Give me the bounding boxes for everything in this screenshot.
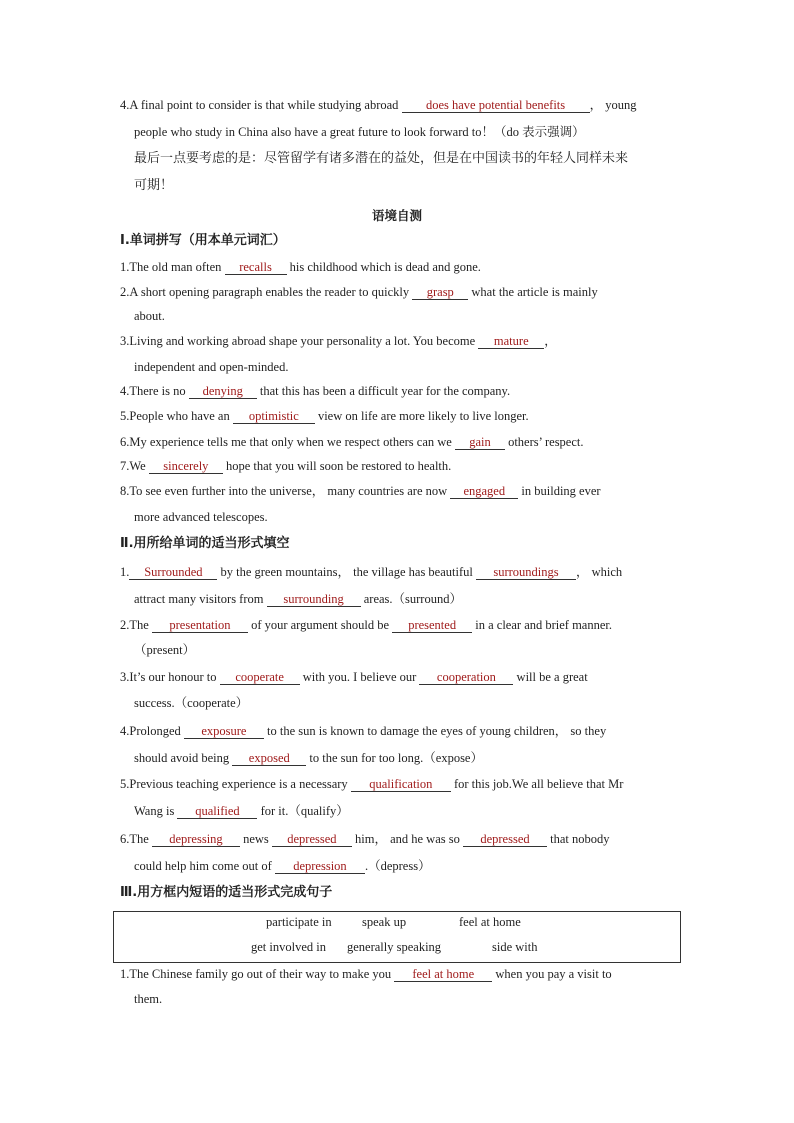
s1-item-6: 6.My experience tells me that only when we respect others can we gain others’ respect. <box>120 435 584 449</box>
phrase: get involved in <box>251 940 326 954</box>
phrase: participate in <box>266 915 332 929</box>
phrase-box <box>113 911 681 963</box>
answer-blank: engaged <box>450 485 518 499</box>
answer-blank: surrounding <box>267 593 361 607</box>
answer-blank: exposed <box>232 752 306 766</box>
s1-item-7: 7.We sincerely hope that you will soon be restored to health. <box>120 459 452 473</box>
answer-blank: qualification <box>351 778 451 792</box>
q4-line-1 <box>120 97 636 113</box>
phrase: speak up <box>362 915 407 929</box>
section-title: 语境自测 <box>371 208 422 223</box>
phrase: side with <box>492 940 538 954</box>
s2-item-2: 2.The presentation of your argument should be presented in a clear and brief manner. <box>120 618 613 632</box>
section-2-heading: Ⅱ.用所给单词的适当形式填空 <box>120 536 290 551</box>
answer-blank: sincerely <box>149 460 223 474</box>
s1-item-4: 4.There is no denying that this has been a difficult year for the company. <box>120 384 511 398</box>
s2-item-4: 4.Prolonged exposure to the sun is known to damage the eyes of young children， so they <box>120 724 607 738</box>
s1-item-2-cont: about. <box>134 309 165 323</box>
answer-blank: qualified <box>177 805 257 819</box>
answer-blank: depressed <box>463 833 547 847</box>
answer-blank: surroundings <box>476 566 576 580</box>
s3-item-1: 1.The Chinese family go out of their way to make you feel at home when you pay a visit to <box>120 967 612 981</box>
answer-blank: Surrounded <box>129 566 217 580</box>
section-1-heading: Ⅰ.单词拼写（用本单元词汇） <box>120 233 286 248</box>
answer-blank: depression <box>275 860 365 874</box>
s2-item-4-cont: should avoid being exposed to the sun for too long.（expose） <box>134 751 483 765</box>
s2-item-6-cont: could help him come out of depression .（depress） <box>134 859 431 873</box>
s1-item-1: 1.The old man often recalls his childhood which is dead and gone. <box>120 260 481 274</box>
answer-blank: feel at home <box>394 968 492 982</box>
s2-item-5-cont: Wang is qualified for it.（qualify） <box>134 804 349 818</box>
answer-blank: denying <box>189 385 257 399</box>
s2-item-1: 1. Surrounded by the green mountains， the village has beautiful surroundings ， which <box>120 565 623 579</box>
s2-item-2-cont: （present） <box>134 643 196 657</box>
answer-blank: depressed <box>272 833 352 847</box>
s1-item-3: 3.Living and working abroad shape your personality a lot. You become mature ， <box>120 334 557 348</box>
answer-blank: grasp <box>412 286 468 300</box>
phrase: feel at home <box>459 915 521 929</box>
s1-item-8: 8.To see even further into the universe， many countries are now engaged in building ever <box>120 484 601 498</box>
q4-line-3: 最后一点要考虑的是：尽管留学有诸多潜在的益处，但是在中国读书的年轻人同样未来 <box>134 151 629 166</box>
s1-item-5: 5.People who have an optimistic view on life are more likely to live longer. <box>120 409 529 423</box>
answer-blank: presented <box>392 619 472 633</box>
section-3-heading: Ⅲ.用方框内短语的适当形式完成句子 <box>120 885 333 900</box>
answer-blank: gain <box>455 436 505 450</box>
answer-blank: cooperate <box>220 671 300 685</box>
answer-blank: recalls <box>225 261 287 275</box>
s2-item-1-cont: attract many visitors from surrounding areas.（surround） <box>134 592 462 606</box>
q4-line-4: 可期！ <box>134 178 174 193</box>
answer-blank: presentation <box>152 619 248 633</box>
q4-text: 4.A final point to consider is that while studying abroad <box>120 98 402 112</box>
s3-item-1-cont: them. <box>134 992 163 1006</box>
answer-blank: exposure <box>184 725 264 739</box>
answer-blank: mature <box>478 335 544 349</box>
phrase: generally speaking <box>347 940 442 954</box>
s1-item-3-cont: independent and open-minded. <box>134 360 289 374</box>
s1-item-8-cont: more advanced telescopes. <box>134 510 268 524</box>
answer-blank: cooperation <box>419 671 513 685</box>
s2-item-3: 3.It’s our honour to cooperate with you. I believe our cooperation will be a great <box>120 670 588 684</box>
q4-line-2: people who study in China also have a great future to look forward to！（do 表示强调） <box>134 125 585 139</box>
s2-item-5: 5.Previous teaching experience is a necessary qualification for this job.We all believe that Mr <box>120 777 624 791</box>
s2-item-3-cont: success.（cooperate） <box>134 696 249 710</box>
q4-text: ， young <box>589 98 637 112</box>
answer-blank: optimistic <box>233 410 315 424</box>
answer-blank: depressing <box>152 833 240 847</box>
s2-item-6: 6.The depressing news depressed him， and he was so depressed that nobody <box>120 832 610 846</box>
s1-item-2: 2.A short opening paragraph enables the reader to quickly grasp what the article is mainly <box>120 285 598 299</box>
answer-blank: does have potential benefits <box>402 99 590 113</box>
